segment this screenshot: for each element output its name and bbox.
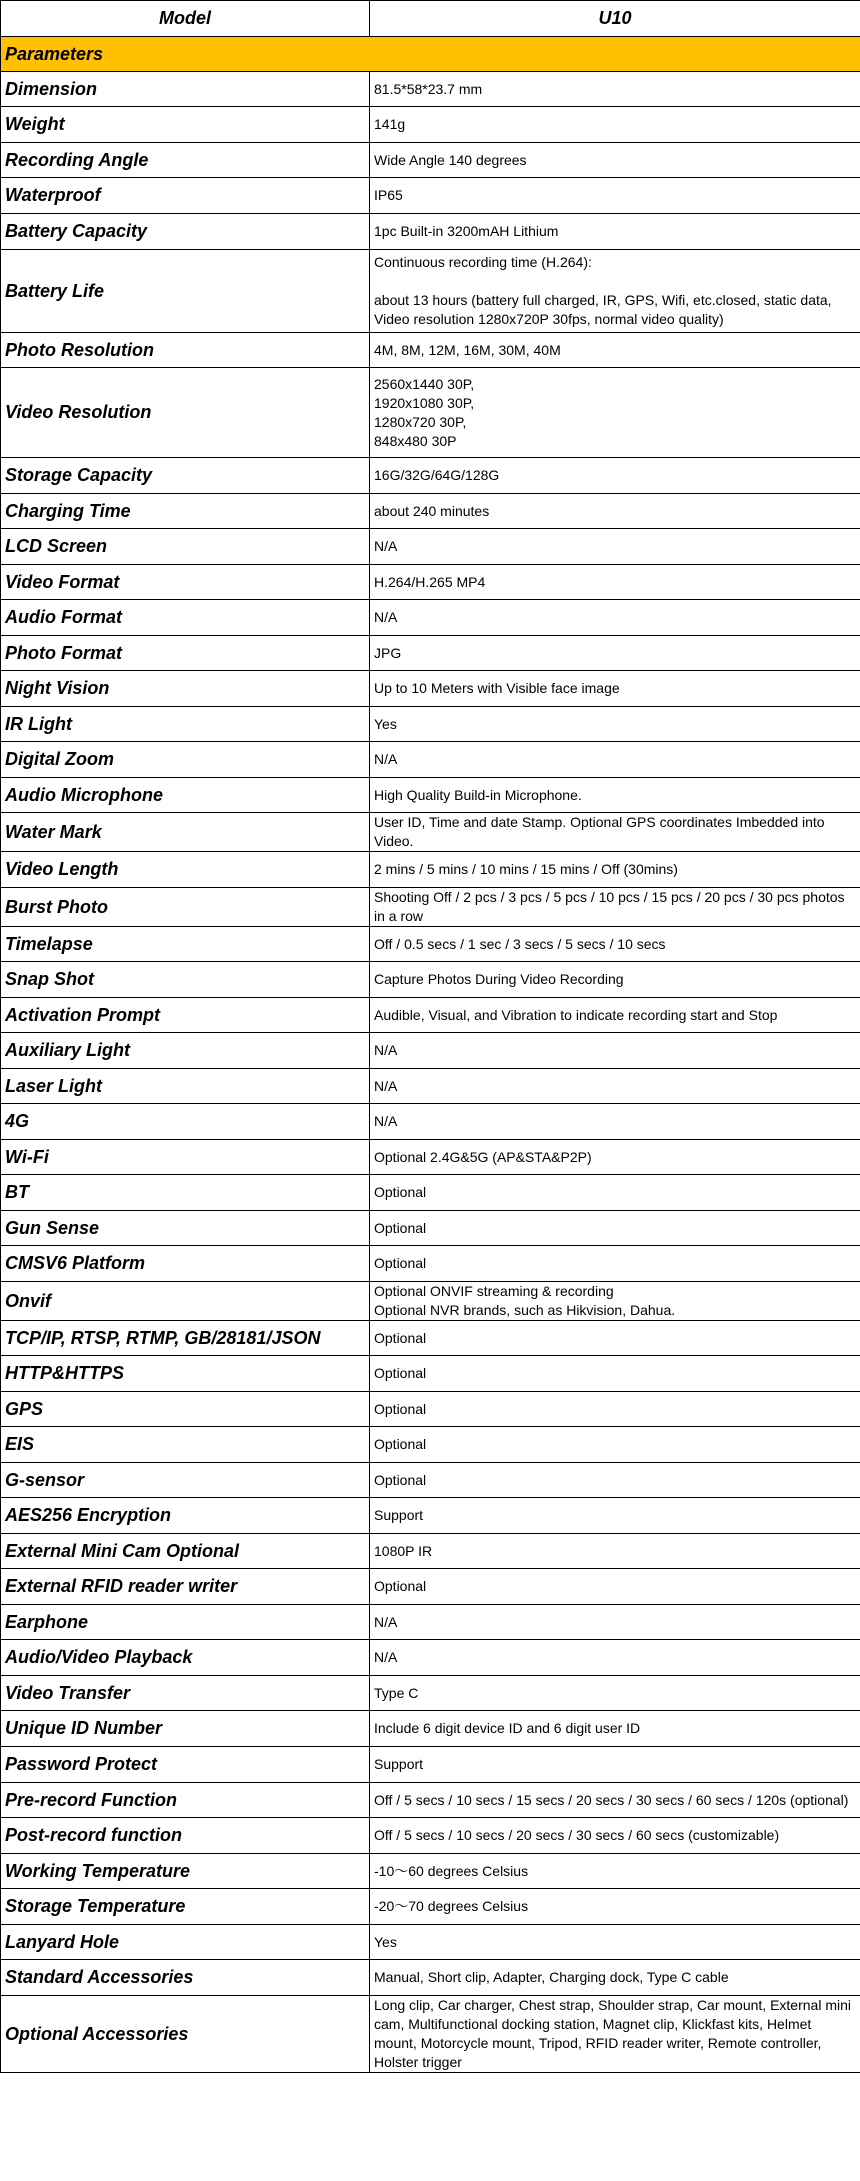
param-value [370, 214, 860, 250]
param-label: Charging Time [1, 494, 370, 529]
param-value [370, 1498, 860, 1534]
param-value [370, 1246, 860, 1282]
param-label: Dimension [1, 72, 370, 107]
param-value-line: 81.5*58*23.7 mm [374, 80, 483, 97]
table-row [1, 1498, 860, 1534]
table-row [1, 1818, 860, 1854]
param-value-line: Optional [374, 1365, 427, 1381]
param-value-line: Continuous recording time (H.264): [374, 254, 592, 270]
param-value-line: Optional [374, 1400, 427, 1417]
param-value [370, 368, 860, 458]
table-row [1, 600, 860, 636]
param-label: Password Protect [1, 1747, 370, 1783]
table-row [1, 707, 860, 742]
param-value [370, 72, 860, 107]
table-row [1, 1854, 860, 1889]
param-value [370, 1996, 860, 2073]
model-value-header: U10 [370, 1, 860, 37]
param-label: Audio Microphone [1, 778, 370, 813]
param-label: Optional Accessories [1, 1996, 370, 2073]
table-row [1, 565, 860, 600]
param-value [370, 1321, 860, 1356]
table-row [1, 1033, 860, 1069]
table-row [1, 1175, 860, 1211]
param-label: Video Format [1, 565, 370, 600]
param-value [370, 1069, 860, 1104]
param-value [370, 143, 860, 178]
param-value-line: Long clip, Car charger, Chest strap, Shoulder strap, Car mount, External mini cam, Multifunctional docking station, Magnet clip, Klickfast kits, Helmet mount, Motorcycle mount, Tripod, RFID reader writer, Remote controller, Holster trigger [374, 1997, 851, 2070]
table-row [1, 1960, 860, 1996]
param-label: External Mini Cam Optional [1, 1534, 370, 1569]
param-label: Water Mark [1, 813, 370, 852]
table-row [1, 1069, 860, 1104]
section-row [1, 37, 860, 72]
param-label: Video Transfer [1, 1676, 370, 1711]
param-value-line: User ID, Time and date Stamp. Optional GPS coordinates Imbedded into Video. [374, 814, 825, 849]
param-value [370, 1889, 860, 1925]
param-label: Earphone [1, 1605, 370, 1640]
table-row [1, 636, 860, 671]
table-row [1, 1747, 860, 1783]
table-row [1, 1282, 860, 1321]
param-value-line: Optional [374, 1219, 427, 1236]
param-label: Storage Temperature [1, 1889, 370, 1925]
param-label: Photo Format [1, 636, 370, 671]
param-label: Unique ID Number [1, 1711, 370, 1747]
param-label: Gun Sense [1, 1211, 370, 1246]
param-value [370, 742, 860, 778]
param-value-line: Audible, Visual, and Vibration to indicate recording start and Stop [374, 1006, 778, 1023]
table-row [1, 813, 860, 852]
param-value [370, 1711, 860, 1747]
param-value-line: Yes [374, 715, 397, 732]
table-row [1, 529, 860, 565]
table-row [1, 214, 860, 250]
param-label: Wi-Fi [1, 1140, 370, 1175]
param-label: AES256 Encryption [1, 1498, 370, 1534]
param-value-line: Up to 10 Meters with Visible face image [374, 680, 620, 696]
param-value [370, 565, 860, 600]
table-row [1, 1463, 860, 1498]
param-value [370, 600, 860, 636]
table-row [1, 1605, 860, 1640]
param-label: Audio/Video Playback [1, 1640, 370, 1676]
table-row [1, 1711, 860, 1747]
param-value-line: Off / 0.5 secs / 1 sec / 3 secs / 5 secs / 10 secs [374, 935, 666, 952]
table-row [1, 888, 860, 927]
param-value-line: N/A [374, 609, 398, 625]
param-value [370, 1282, 860, 1321]
param-value-line: Off / 5 secs / 10 secs / 20 secs / 30 secs / 60 secs (customizable) [374, 1827, 780, 1843]
param-value-line: about 13 hours (battery full charged, IR, GPS, Wifi, etc.closed, static data, Video resolution 1280x720P 30fps, normal video quality) [374, 292, 832, 327]
param-value-line: N/A [374, 751, 398, 767]
param-value [370, 636, 860, 671]
param-value-line: 141g [374, 116, 406, 132]
table-row [1, 1356, 860, 1392]
param-value [370, 1854, 860, 1889]
table-row [1, 927, 860, 962]
param-label: Night Vision [1, 671, 370, 707]
param-value-line [374, 272, 856, 291]
table-row [1, 72, 860, 107]
param-value [370, 1960, 860, 1996]
param-value-line: -10～60 degrees Celsius [374, 1862, 529, 1879]
param-value [370, 1175, 860, 1211]
param-value-line: Shooting Off / 2 pcs / 3 pcs / 5 pcs / 10 pcs / 15 pcs / 20 pcs / 30 pcs photos in a row [374, 889, 845, 924]
param-value-line: H.264/H.265 MP4 [374, 573, 486, 590]
param-value [370, 107, 860, 143]
param-value [370, 813, 860, 852]
param-value [370, 852, 860, 888]
param-value [370, 962, 860, 998]
param-label: GPS [1, 1392, 370, 1427]
param-value-line: Optional NVR brands, such as Hikvision, Dahua. [374, 1302, 676, 1318]
param-value-line: Capture Photos During Video Recording [374, 971, 624, 987]
param-value-line: Type C [374, 1684, 419, 1701]
table-row [1, 1783, 860, 1818]
param-value-line: 1pc Built-in 3200mAH Lithium [374, 223, 559, 239]
param-label: Lanyard Hole [1, 1925, 370, 1960]
param-value [370, 1534, 860, 1569]
param-label: Audio Format [1, 600, 370, 636]
param-label: BT [1, 1175, 370, 1211]
param-value-line: JPG [374, 644, 402, 661]
table-row [1, 1246, 860, 1282]
param-value-line: Support [374, 1507, 424, 1523]
table-row [1, 1211, 860, 1246]
model-header: Model [1, 1, 370, 37]
param-value-line: 16G/32G/64G/128G [374, 467, 500, 483]
table-row [1, 778, 860, 813]
param-value-line: N/A [374, 1042, 398, 1058]
param-value [370, 1925, 860, 1960]
param-label: Weight [1, 107, 370, 143]
param-value-line: Optional [374, 1578, 427, 1594]
param-value-line: N/A [374, 1113, 398, 1129]
param-value-line: 848x480 30P [374, 432, 457, 449]
param-value [370, 998, 860, 1033]
table-row [1, 1392, 860, 1427]
table-row [1, 1569, 860, 1605]
param-value [370, 1569, 860, 1605]
param-value-line: Optional [374, 1255, 427, 1271]
table-row [1, 1889, 860, 1925]
param-label: Laser Light [1, 1069, 370, 1104]
param-label: Standard Accessories [1, 1960, 370, 1996]
table-row [1, 1321, 860, 1356]
param-value-line: IP65 [374, 187, 403, 203]
table-row [1, 458, 860, 494]
table-row [1, 1676, 860, 1711]
param-value-line: N/A [374, 1649, 398, 1665]
param-value-line: 2560x1440 30P, [374, 375, 475, 392]
table-row [1, 178, 860, 214]
param-value [370, 494, 860, 529]
param-value-line: N/A [374, 1613, 398, 1630]
param-value-line: about 240 minutes [374, 502, 490, 519]
param-value-line: 2 mins / 5 mins / 10 mins / 15 mins / Off (30mins) [374, 861, 678, 877]
param-value [370, 888, 860, 927]
param-value [370, 458, 860, 494]
param-value [370, 1392, 860, 1427]
table-row [1, 1534, 860, 1569]
param-value-line: Optional [374, 1436, 427, 1452]
param-label: TCP/IP, RTSP, RTMP, GB/28181/JSON [1, 1321, 370, 1356]
table-row [1, 333, 860, 368]
param-value [370, 1427, 860, 1463]
param-value-line: High Quality Build-in Microphone. [374, 786, 582, 803]
param-label: Snap Shot [1, 962, 370, 998]
param-value [370, 250, 860, 333]
param-label: Recording Angle [1, 143, 370, 178]
param-label: Post-record function [1, 1818, 370, 1854]
param-label: Pre-record Function [1, 1783, 370, 1818]
param-value [370, 1747, 860, 1783]
param-value [370, 1211, 860, 1246]
param-value-line: Yes [374, 1933, 397, 1950]
param-value [370, 927, 860, 962]
table-row [1, 962, 860, 998]
param-value-line: Off / 5 secs / 10 secs / 15 secs / 20 secs / 30 secs / 60 secs / 120s (optional) [374, 1791, 849, 1808]
param-value [370, 1818, 860, 1854]
param-value-line: 1280x720 30P, [374, 413, 467, 430]
param-value-line: N/A [374, 1077, 398, 1094]
param-label: IR Light [1, 707, 370, 742]
param-value-line: Optional 2.4G&5G (AP&STA&P2P) [374, 1148, 592, 1165]
table-row [1, 671, 860, 707]
param-label: Digital Zoom [1, 742, 370, 778]
param-label: Video Length [1, 852, 370, 888]
table-row [1, 143, 860, 178]
param-label: Waterproof [1, 178, 370, 214]
param-value [370, 671, 860, 707]
param-value [370, 1356, 860, 1392]
param-value-line: N/A [374, 538, 398, 554]
param-value [370, 1140, 860, 1175]
param-value [370, 1676, 860, 1711]
param-label: HTTP&HTTPS [1, 1356, 370, 1392]
table-row [1, 1427, 860, 1463]
param-value-line: Optional [374, 1184, 427, 1200]
section-title: Parameters [1, 37, 860, 72]
param-label: Battery Capacity [1, 214, 370, 250]
param-label: CMSV6 Platform [1, 1246, 370, 1282]
param-value [370, 333, 860, 368]
table-row [1, 742, 860, 778]
table-row [1, 1996, 860, 2073]
param-label: Photo Resolution [1, 333, 370, 368]
param-label: Video Resolution [1, 368, 370, 458]
param-label: LCD Screen [1, 529, 370, 565]
header-row [1, 1, 860, 37]
param-value [370, 778, 860, 813]
table-row [1, 494, 860, 529]
param-label: Auxiliary Light [1, 1033, 370, 1069]
table-row [1, 1104, 860, 1140]
param-value-line: Manual, Short clip, Adapter, Charging dock, Type C cable [374, 1969, 729, 1985]
param-value-line: 1080P IR [374, 1542, 433, 1559]
param-label: G-sensor [1, 1463, 370, 1498]
param-value [370, 1783, 860, 1818]
param-label: External RFID reader writer [1, 1569, 370, 1605]
table-row [1, 998, 860, 1033]
param-label: 4G [1, 1104, 370, 1140]
param-label: Timelapse [1, 927, 370, 962]
table-row [1, 852, 860, 888]
param-value-line: 1920x1080 30P, [374, 394, 475, 411]
param-value-line: -20～70 degrees Celsius [374, 1898, 529, 1914]
param-value-line: Support [374, 1756, 424, 1772]
param-label: Storage Capacity [1, 458, 370, 494]
param-value [370, 1463, 860, 1498]
param-value-line: Optional [374, 1471, 427, 1488]
table-row [1, 107, 860, 143]
table-row [1, 1140, 860, 1175]
param-value-line: Optional ONVIF streaming & recording [374, 1283, 614, 1299]
param-value-line: Wide Angle 140 degrees [374, 151, 527, 168]
param-value [370, 707, 860, 742]
param-value [370, 1605, 860, 1640]
param-value-line: Optional [374, 1329, 427, 1346]
param-label: Onvif [1, 1282, 370, 1321]
param-label: Working Temperature [1, 1854, 370, 1889]
param-value [370, 1104, 860, 1140]
param-label: Battery Life [1, 250, 370, 333]
param-value-line: Include 6 digit device ID and 6 digit user ID [374, 1720, 641, 1736]
param-value [370, 178, 860, 214]
param-value [370, 1033, 860, 1069]
table-row [1, 1925, 860, 1960]
table-row [1, 368, 860, 458]
param-value [370, 1640, 860, 1676]
param-label: Activation Prompt [1, 998, 370, 1033]
param-value-line: 4M, 8M, 12M, 16M, 30M, 40M [374, 341, 561, 358]
param-label: EIS [1, 1427, 370, 1463]
param-value [370, 529, 860, 565]
table-row [1, 250, 860, 333]
table-row [1, 1640, 860, 1676]
param-label: Burst Photo [1, 888, 370, 927]
